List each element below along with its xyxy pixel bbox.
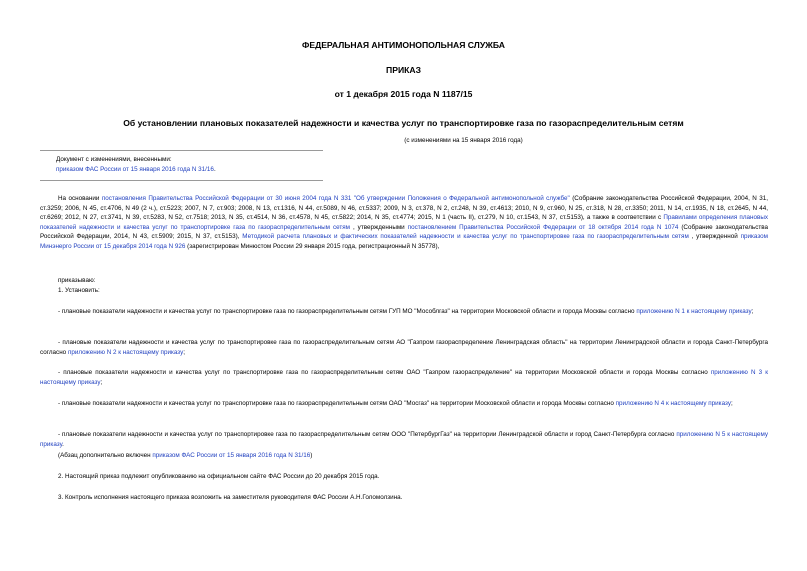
prikazyvayu-line bbox=[40, 276, 768, 286]
preamble-text: , утвержденными bbox=[350, 223, 408, 231]
bullet-text: - плановые показатели надежности и качества услуг по транспортировке газа по газораспределительным сетям ГУП МО "Мособлгаз" на территории Московской области и города Москвы согласно bbox=[58, 308, 637, 315]
preamble-text: На основании bbox=[58, 195, 102, 202]
item-3 bbox=[40, 493, 768, 503]
changes-note: (с изменениями на 15 января 2016 года) bbox=[404, 137, 523, 144]
bullet-tail: . bbox=[62, 440, 64, 448]
government-decree-331-link[interactable]: постановления Правительства Российской Федерации от 30 июня 2004 года N 331 "Об утверждении Положения о Федеральной антимонопольной службе" bbox=[101, 195, 570, 202]
appendix-1-link[interactable]: приложению N 1 к настоящему приказу bbox=[636, 308, 752, 315]
appendix-3-link[interactable]: приложению N 3 к настоящему приказу bbox=[40, 369, 768, 386]
bullet-item-5 bbox=[40, 430, 768, 449]
bullet-item-2 bbox=[40, 338, 768, 357]
rules-link[interactable]: Правилами определения плановых показателей надежности и качества услуг по транспортировке газа по газораспределительным сетям bbox=[40, 214, 768, 231]
item-1 bbox=[40, 286, 768, 296]
amendment-note-link[interactable]: приказом ФАС России от 15 января 2016 года N 31/16 bbox=[152, 452, 311, 459]
preamble-paragraph bbox=[40, 194, 768, 252]
note-divider-top bbox=[40, 150, 323, 151]
note-divider-bottom bbox=[40, 180, 323, 181]
minenergo-order-link[interactable]: приказом Минэнерго России от 15 декабря 2014 года N 926 bbox=[40, 233, 768, 250]
item-3-text: 3. Контроль исполнения настоящего приказа возложить на заместителя руководителя ФАС России А.Н.Голомолзина. bbox=[58, 494, 403, 501]
methodology-link[interactable]: Методикой расчета плановых и фактических показателей надежности и качества услуг по транспортировке газа по газораспределительным сетям bbox=[242, 233, 689, 241]
preamble-text: , утвержденной bbox=[688, 233, 741, 241]
government-decree-1074-link[interactable]: постановлением Правительства Российской Федерации от 18 октября 2014 года N 1074 bbox=[407, 223, 679, 231]
bullet-tail: ; bbox=[100, 378, 103, 386]
bullet-item-3 bbox=[40, 368, 768, 387]
changes-note-tail: . bbox=[213, 166, 216, 173]
bullet-tail: ; bbox=[751, 308, 754, 315]
item-2 bbox=[40, 472, 768, 482]
agency-heading: ФЕДЕРАЛЬНАЯ АНТИМОНОПОЛЬНАЯ СЛУЖБА bbox=[302, 40, 505, 50]
amendment-note bbox=[40, 451, 768, 461]
bullet-tail: ; bbox=[730, 400, 733, 407]
prikazyvayu-text: приказываю: bbox=[58, 277, 96, 284]
bullet-item-1 bbox=[40, 307, 768, 317]
amendment-note-tail: ) bbox=[310, 452, 313, 459]
appendix-4-link[interactable]: приложению N 4 к настоящему приказу bbox=[615, 400, 731, 407]
amendment-order-link[interactable]: приказом ФАС России от 15 января 2016 года N 31/16 bbox=[56, 166, 214, 173]
item-1-text: 1. Установить: bbox=[58, 287, 100, 294]
appendix-5-link[interactable]: приложению N 5 к настоящему приказу bbox=[40, 431, 768, 448]
date-number-heading: от 1 декабря 2015 года N 1187/15 bbox=[334, 89, 473, 99]
bullet-tail: ; bbox=[183, 348, 186, 356]
preamble-text: (Собрание законодательства Российской Федерации, 2004, N 31, ст.3259; 2006, N 45, ст.4706, N 49 (2 ч.), ст.5223; 2007, N 7, ст.903; 2008, N 13, ст.1316, N 44, ст.5089, N 46, ст.5337; 2009, N 3, ст.378, N 2, ст.248, N 39, ст.4613; 2010, N 9, ст.960, N 25, ст.318, N 28, ст.3350; 2011, N 14, ст.1935, N 18, ст.2645, N 44, ст.6269; 2012, N 27, ст.3741, N 39, ст.5283, N 52, ст.7518; 2013, N 35, ст.4514, N 36, ст.4578, N 45, ст.5822; 2014, N 35, ст.4774; 2015, N 1 (часть II), ст.279, N 10, ст.1543, N 37, ст.5153), а также в соответствии с bbox=[40, 195, 769, 222]
bullet-text: - плановые показатели надежности и качества услуг по транспортировке газа по газораспределительным сетям ООО "ПетербургГаз" на территории Ленинградской области и город Санкт-Петербурга согласно bbox=[58, 431, 677, 438]
doc-type-heading: ПРИКАЗ bbox=[386, 65, 421, 75]
changes-note-line: Документ с изменениями, внесенными: bbox=[56, 156, 172, 163]
bullet-item-4 bbox=[40, 399, 768, 409]
document-changes-note bbox=[56, 155, 216, 175]
document-title: Об установлении плановых показателей надежности и качества услуг по транспортировке газа по газораспределительным сетям bbox=[123, 118, 684, 128]
preamble-text: (зарегистрирован Минюстом России 29 января 2015 года, регистрационный N 35778), bbox=[185, 242, 440, 250]
appendix-2-link[interactable]: приложению N 2 к настоящему приказу bbox=[67, 348, 184, 356]
item-2-text: 2. Настоящий приказ подлежит опубликованию на официальном сайте ФАС России до 20 декабря 2015 года. bbox=[58, 473, 380, 480]
bullet-text: - плановые показатели надежности и качества услуг по транспортировке газа по газораспределительным сетям ОАО "Мосгаз" на территории Московской области и города Москвы согласно bbox=[58, 400, 616, 407]
preamble-text: (Собрание законодательства Российской Федерации, 2014, N 43, ст.5909; 2015, N 37, ст.5153), bbox=[40, 223, 769, 241]
amendment-note-text: (Абзац дополнительно включен bbox=[58, 452, 153, 459]
bullet-text: - плановые показатели надежности и качества услуг по транспортировке газа по газораспределительным сетям АО "Газпром газораспределение Ленинградская область" на территории Ленинградской области и города Санкт-Петербурга согласно bbox=[40, 339, 768, 356]
bullet-text: - плановые показатели надежности и качества услуг по транспортировке газа по газораспределительным сетям ОАО "Газпром газораспределение" на территории Московской области и города Москвы согласно bbox=[58, 369, 711, 376]
